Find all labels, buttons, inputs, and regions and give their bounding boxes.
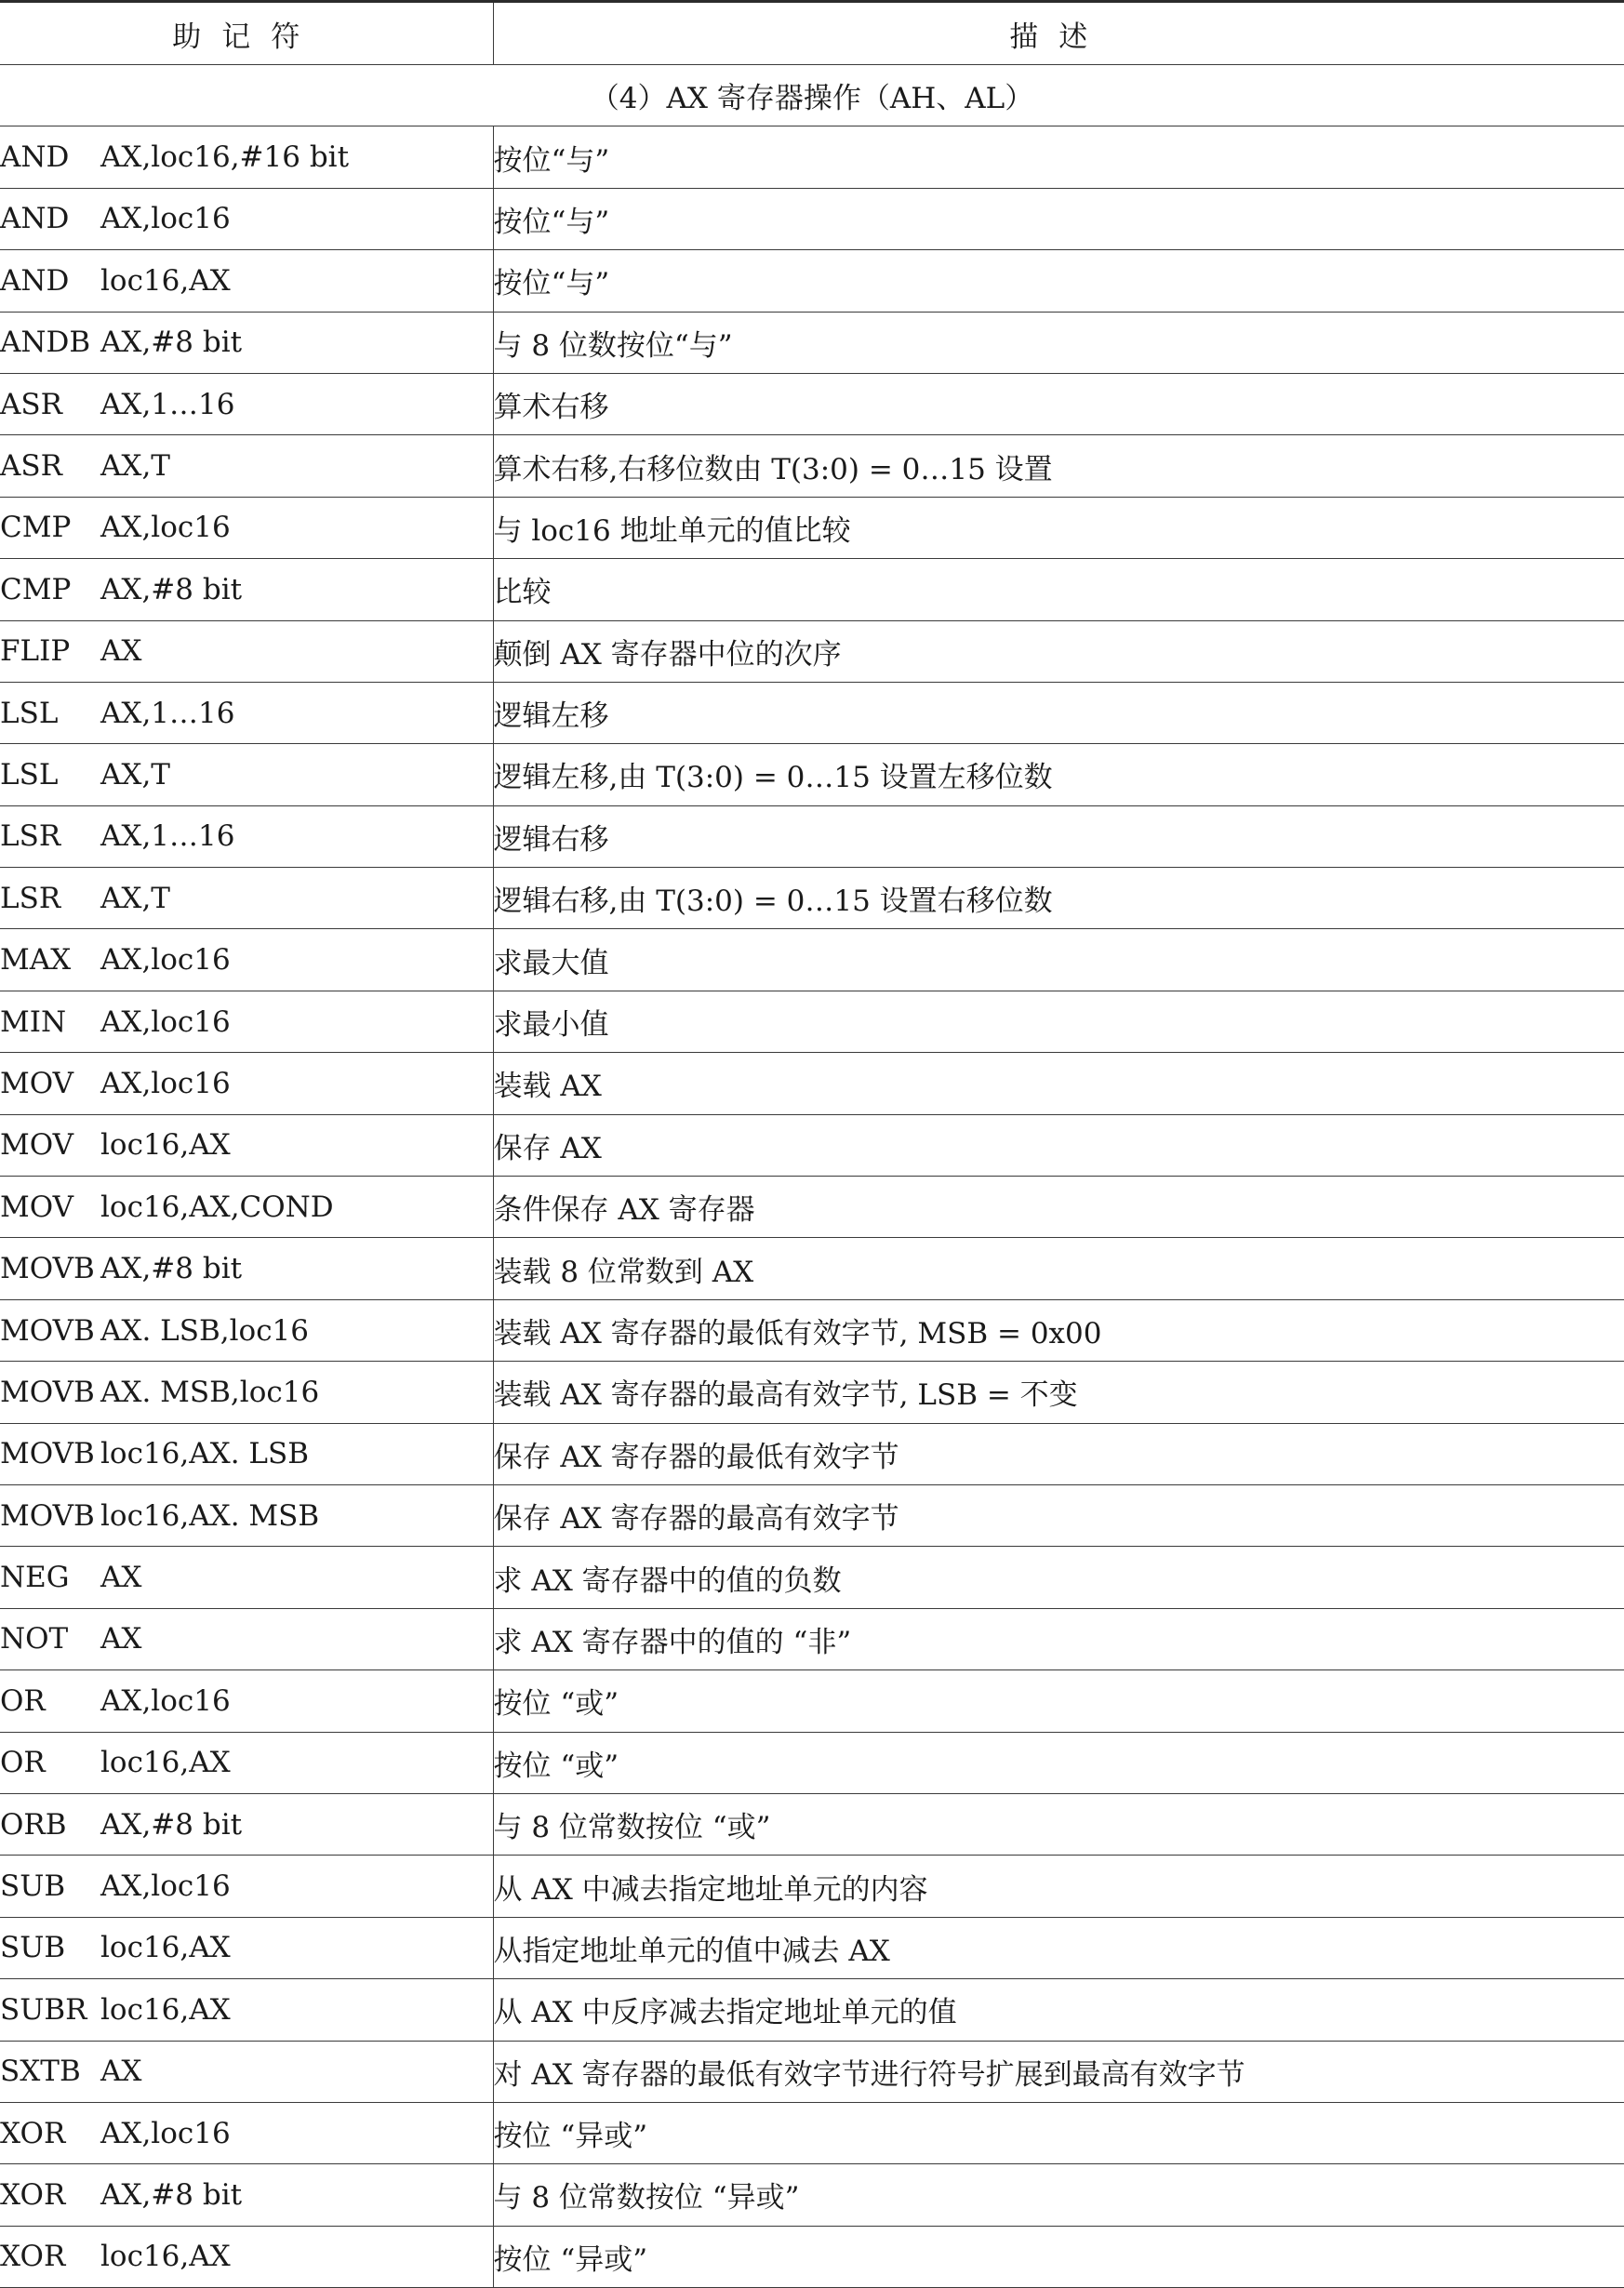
operands: loc16,AX <box>100 263 231 298</box>
table-row <box>0 1053 1624 1114</box>
operands: loc16,AX. MSB <box>100 1498 320 1533</box>
description-cell: 按位“与” <box>493 126 1624 188</box>
table-row <box>0 744 1624 805</box>
description-cell: 条件保存 AX 寄存器 <box>493 1177 1624 1238</box>
opcode: SUBR <box>0 1992 87 2027</box>
opcode: AND <box>0 140 70 175</box>
opcode: ANDB <box>0 326 91 360</box>
description-cell: 与 loc16 地址单元的值比较 <box>493 497 1624 558</box>
opcode: CMP <box>0 511 72 545</box>
table-row <box>0 1732 1624 1793</box>
opcode: LSL <box>0 696 59 730</box>
description-cell: 求 AX 寄存器中的值的负数 <box>493 1547 1624 1608</box>
table-row <box>0 1856 1624 1917</box>
mnemonic-cell <box>0 1547 493 1608</box>
operands: AX,loc16 <box>100 1869 231 1904</box>
table-row <box>0 1114 1624 1176</box>
table-row <box>0 373 1624 434</box>
mnemonic-cell <box>0 1979 493 2041</box>
mnemonic-cell <box>0 1856 493 1917</box>
description-cell: 保存 AX 寄存器的最高有效字节 <box>493 1484 1624 1546</box>
opcode: ASR <box>0 449 62 484</box>
opcode: XOR <box>0 2240 66 2274</box>
mnemonic-cell <box>0 435 493 497</box>
operands: AX,#8 bit <box>100 1252 243 1286</box>
mnemonic-cell <box>0 1670 493 1732</box>
description-cell: 按位 “异或” <box>493 2226 1624 2287</box>
description-cell: 与 8 位常数按位 “或” <box>493 1793 1624 1855</box>
mnemonic-cell <box>0 1608 493 1669</box>
table-row <box>0 1423 1624 1484</box>
operands: AX,T <box>100 757 170 791</box>
operands: AX <box>100 1561 142 1595</box>
operands: AX,loc16 <box>100 1683 231 1718</box>
description-cell: 算术右移 <box>493 373 1624 434</box>
table-row <box>0 435 1624 497</box>
opcode: LSR <box>0 819 61 854</box>
description-cell: 颠倒 AX 寄存器中位的次序 <box>493 620 1624 682</box>
mnemonic-cell <box>0 126 493 188</box>
operands: AX,T <box>100 881 170 915</box>
description-cell: 装载 AX <box>493 1053 1624 1114</box>
description-cell: 对 AX 寄存器的最低有效字节进行符号扩展到最高有效字节 <box>493 2041 1624 2102</box>
description-cell: 逻辑左移 <box>493 682 1624 743</box>
table-row <box>0 1362 1624 1423</box>
opcode: SUB <box>0 1931 66 1965</box>
table-row <box>0 620 1624 682</box>
operands: AX,loc16 <box>100 943 231 978</box>
section-title: （4）AX 寄存器操作（AH、AL） <box>0 65 1624 126</box>
operands: loc16,AX,COND <box>100 1190 334 1224</box>
mnemonic-cell <box>0 373 493 434</box>
mnemonic-cell <box>0 497 493 558</box>
description-cell: 逻辑右移 <box>493 805 1624 867</box>
operands: loc16,AX <box>100 1992 231 2027</box>
description-cell: 求最小值 <box>493 991 1624 1052</box>
mnemonic-cell <box>0 620 493 682</box>
description-cell: 与 8 位数按位“与” <box>493 312 1624 373</box>
opcode: XOR <box>0 2116 66 2150</box>
operands: AX,#8 bit <box>100 2177 243 2212</box>
mnemonic-cell <box>0 744 493 805</box>
table-row <box>0 1238 1624 1299</box>
table-row <box>0 1177 1624 1238</box>
table-row <box>0 1670 1624 1732</box>
opcode: OR <box>0 1683 46 1718</box>
table-row <box>0 1547 1624 1608</box>
description-cell: 装载 8 位常数到 AX <box>493 1238 1624 1299</box>
table-row <box>0 126 1624 188</box>
section-title-row <box>0 65 1624 126</box>
table-row <box>0 1608 1624 1669</box>
mnemonic-cell <box>0 2226 493 2287</box>
mnemonic-cell <box>0 1484 493 1546</box>
operands: AX. MSB,loc16 <box>100 1375 320 1409</box>
operands: AX,loc16 <box>100 1004 231 1039</box>
table-header-row <box>0 2 1624 65</box>
description-cell: 按位 “或” <box>493 1670 1624 1732</box>
operands: AX,loc16 <box>100 202 231 236</box>
opcode: NOT <box>0 1622 69 1656</box>
operands: AX,#8 bit <box>100 1807 243 1842</box>
table-row <box>0 805 1624 867</box>
mnemonic-cell <box>0 1793 493 1855</box>
header-mnemonic: 助记符 <box>0 2 493 65</box>
mnemonic-cell <box>0 1732 493 1793</box>
mnemonic-cell <box>0 559 493 620</box>
mnemonic-cell <box>0 312 493 373</box>
description-cell: 装载 AX 寄存器的最高有效字节, LSB = 不变 <box>493 1362 1624 1423</box>
table-row <box>0 250 1624 312</box>
mnemonic-cell <box>0 2102 493 2163</box>
mnemonic-cell <box>0 1177 493 1238</box>
opcode: SUB <box>0 1869 66 1904</box>
table-row <box>0 682 1624 743</box>
opcode: AND <box>0 202 70 236</box>
opcode: MOV <box>0 1128 73 1163</box>
operands: AX,1…16 <box>100 696 235 730</box>
operands: loc16,AX <box>100 1931 231 1965</box>
description-cell: 算术右移,右移位数由 T(3:0) = 0…15 设置 <box>493 435 1624 497</box>
operands: AX,loc16,#16 bit <box>100 140 350 175</box>
operands: loc16,AX <box>100 1746 231 1780</box>
opcode: FLIP <box>0 634 71 669</box>
operands: loc16,AX <box>100 1128 231 1163</box>
description-cell: 求最大值 <box>493 929 1624 991</box>
mnemonic-cell <box>0 1917 493 1978</box>
description-cell: 从 AX 中反序减去指定地址单元的值 <box>493 1979 1624 2041</box>
operands: AX,1…16 <box>100 819 235 854</box>
mnemonic-cell <box>0 250 493 312</box>
operands: AX. LSB,loc16 <box>100 1313 310 1348</box>
table-row <box>0 1484 1624 1546</box>
table-row <box>0 188 1624 249</box>
opcode: MOVB <box>0 1375 95 1409</box>
description-cell: 按位“与” <box>493 250 1624 312</box>
description-cell: 比较 <box>493 559 1624 620</box>
operands: AX,loc16 <box>100 1066 231 1100</box>
opcode: MOV <box>0 1190 73 1224</box>
mnemonic-cell <box>0 1053 493 1114</box>
opcode: SXTB <box>0 2055 81 2089</box>
description-cell: 保存 AX <box>493 1114 1624 1176</box>
opcode: MOVB <box>0 1252 95 1286</box>
operands: AX,1…16 <box>100 387 235 421</box>
mnemonic-cell <box>0 805 493 867</box>
table-row <box>0 1793 1624 1855</box>
mnemonic-cell <box>0 188 493 249</box>
table-row <box>0 2164 1624 2226</box>
opcode: MOVB <box>0 1313 95 1348</box>
opcode: LSR <box>0 881 61 915</box>
description-cell: 装载 AX 寄存器的最低有效字节, MSB = 0x00 <box>493 1299 1624 1361</box>
opcode: XOR <box>0 2177 66 2212</box>
table-row <box>0 559 1624 620</box>
mnemonic-cell <box>0 682 493 743</box>
table-row <box>0 1979 1624 2041</box>
description-cell: 与 8 位常数按位 “异或” <box>493 2164 1624 2226</box>
table-row <box>0 991 1624 1052</box>
description-cell: 按位 “或” <box>493 1732 1624 1793</box>
opcode: OR <box>0 1746 46 1780</box>
opcode: MOV <box>0 1066 73 1100</box>
description-cell: 保存 AX 寄存器的最低有效字节 <box>493 1423 1624 1484</box>
operands: AX <box>100 634 142 669</box>
table-row <box>0 2102 1624 2163</box>
header-description: 描述 <box>493 2 1624 65</box>
operands: loc16,AX <box>100 2240 231 2274</box>
operands: AX,loc16 <box>100 2116 231 2150</box>
description-cell: 从指定地址单元的值中减去 AX <box>493 1917 1624 1978</box>
opcode: MAX <box>0 943 72 978</box>
operands: loc16,AX. LSB <box>100 1437 310 1471</box>
mnemonic-cell <box>0 868 493 929</box>
description-cell: 逻辑右移,由 T(3:0) = 0…15 设置右移位数 <box>493 868 1624 929</box>
mnemonic-cell <box>0 1299 493 1361</box>
operands: AX,#8 bit <box>100 326 243 360</box>
table-row <box>0 929 1624 991</box>
mnemonic-cell <box>0 929 493 991</box>
operands: AX,#8 bit <box>100 572 243 606</box>
operands: AX <box>100 1622 142 1656</box>
operands: AX,T <box>100 449 170 484</box>
mnemonic-cell <box>0 1362 493 1423</box>
opcode: ASR <box>0 387 62 421</box>
opcode: MIN <box>0 1004 67 1039</box>
table-row <box>0 2041 1624 2102</box>
opcode: ORB <box>0 1807 67 1842</box>
opcode: MOVB <box>0 1498 95 1533</box>
opcode: NEG <box>0 1561 70 1595</box>
opcode: AND <box>0 263 70 298</box>
table-row <box>0 312 1624 373</box>
table-row <box>0 1299 1624 1361</box>
mnemonic-cell <box>0 1238 493 1299</box>
table-row <box>0 2226 1624 2287</box>
operands: AX <box>100 2055 142 2089</box>
table-row <box>0 497 1624 558</box>
table-row <box>0 1917 1624 1978</box>
opcode: CMP <box>0 572 72 606</box>
opcode: MOVB <box>0 1437 95 1471</box>
mnemonic-cell <box>0 1423 493 1484</box>
opcode: LSL <box>0 757 59 791</box>
mnemonic-cell <box>0 2041 493 2102</box>
description-cell: 按位“与” <box>493 188 1624 249</box>
mnemonic-cell <box>0 2164 493 2226</box>
description-cell: 求 AX 寄存器中的值的 “非” <box>493 1608 1624 1669</box>
operands: AX,loc16 <box>100 511 231 545</box>
table-row <box>0 868 1624 929</box>
description-cell: 逻辑左移,由 T(3:0) = 0…15 设置左移位数 <box>493 744 1624 805</box>
mnemonic-cell <box>0 991 493 1052</box>
description-cell: 按位 “异或” <box>493 2102 1624 2163</box>
description-cell: 从 AX 中减去指定地址单元的内容 <box>493 1856 1624 1917</box>
mnemonic-cell <box>0 1114 493 1176</box>
